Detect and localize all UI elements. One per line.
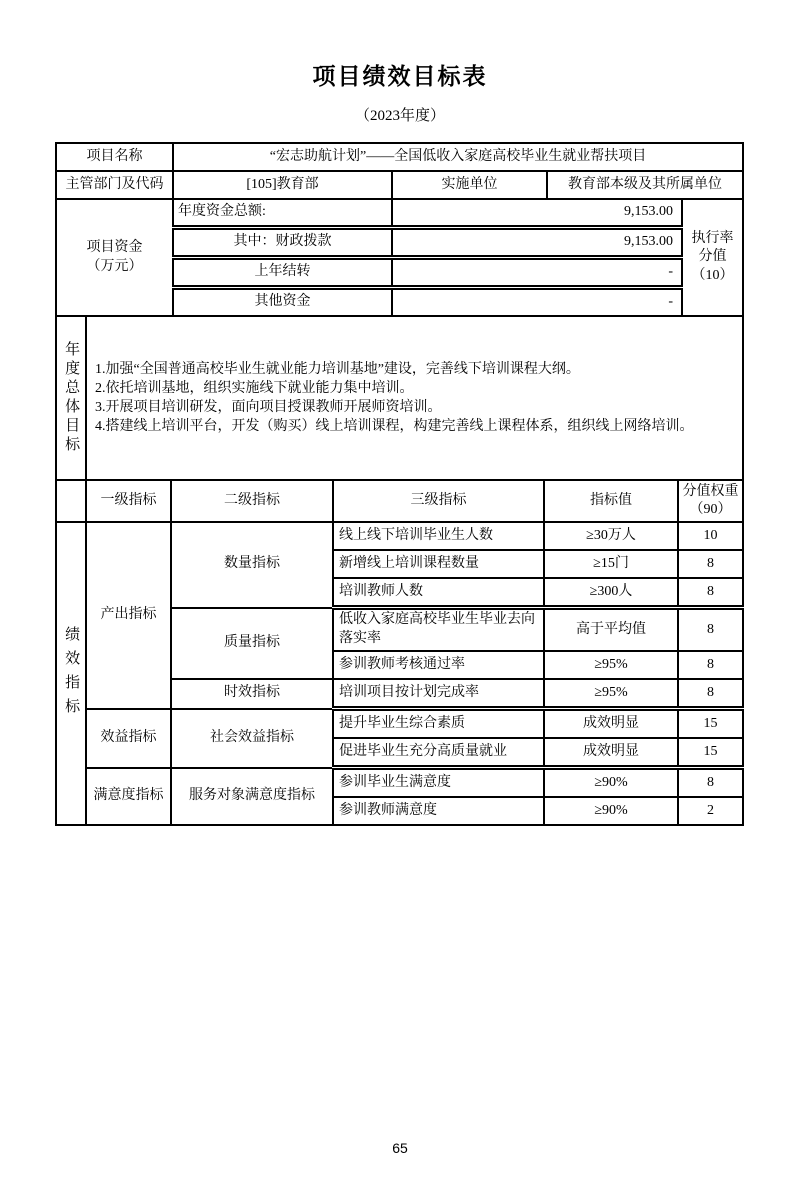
indicator-weight: 8 bbox=[678, 578, 743, 608]
annual-goal-label-cell bbox=[56, 316, 86, 480]
funds-fiscal-value: 9,153.00 bbox=[392, 228, 682, 258]
indicator-weight: 8 bbox=[678, 550, 743, 578]
level2-social-benefit: 社会效益指标 bbox=[171, 709, 333, 768]
indicators-corner-cell bbox=[56, 480, 86, 522]
indicator-name: 参训毕业生满意度 bbox=[333, 768, 544, 798]
indicator-target: 高于平均值 bbox=[544, 608, 678, 652]
indicator-name: 参训教师满意度 bbox=[333, 797, 544, 825]
indicator-name: 新增线上培训课程数量 bbox=[333, 550, 544, 578]
performance-side-label: 绩效指标 bbox=[63, 625, 80, 722]
indicators-header-row bbox=[56, 480, 743, 522]
indicator-weight: 15 bbox=[678, 709, 743, 739]
level2-service-satisfaction: 服务对象满意度指标 bbox=[171, 768, 333, 826]
annual-goal-label: 年度总体目标 bbox=[63, 341, 80, 455]
project-name-row bbox=[56, 143, 743, 171]
level1-satisfaction: 满意度指标 bbox=[86, 768, 171, 826]
indicator-target: ≥30万人 bbox=[544, 522, 678, 550]
indicator-weight: 8 bbox=[678, 679, 743, 709]
indicator-target: 成效明显 bbox=[544, 709, 678, 739]
header-level3: 三级指标 bbox=[333, 480, 544, 522]
project-name-value: “宏志助航计划”——全国低收入家庭高校毕业生就业帮扶项目 bbox=[173, 143, 743, 171]
indicator-name: 线上线下培训毕业生人数 bbox=[333, 522, 544, 550]
indicator-weight: 2 bbox=[678, 797, 743, 825]
project-name-label: 项目名称 bbox=[56, 143, 173, 171]
funds-group-label-line1: 项目资金 bbox=[86, 240, 143, 256]
execution-rate-score-line3: （10） bbox=[691, 267, 734, 283]
header-weight-line1: 分值权重 bbox=[682, 483, 739, 499]
level1-benefit: 效益指标 bbox=[86, 709, 171, 768]
funds-total-value: 9,153.00 bbox=[392, 199, 682, 228]
indicator-target: ≥90% bbox=[544, 797, 678, 825]
header-weight-line2: （90） bbox=[689, 502, 732, 517]
project-info-table bbox=[55, 142, 744, 317]
funds-other-value: - bbox=[392, 288, 682, 317]
indicator-target: 成效明显 bbox=[544, 738, 678, 768]
annual-goal-row bbox=[56, 316, 743, 480]
execution-rate-score-label bbox=[682, 199, 743, 316]
indicator-weight: 15 bbox=[678, 738, 743, 768]
indicator-name: 促进毕业生充分高质量就业 bbox=[333, 738, 544, 768]
indicator-name: 提升毕业生综合素质 bbox=[333, 709, 544, 739]
indicator-row bbox=[56, 522, 743, 550]
annual-goal-line: 2.依托培训基地，组织实施线下就业能力集中培训。 bbox=[95, 381, 414, 396]
level2-quality: 质量指标 bbox=[171, 608, 333, 680]
page-title: 项目绩效目标表 bbox=[312, 63, 488, 89]
indicator-name: 参训教师考核通过率 bbox=[333, 651, 544, 679]
level2-timeliness: 时效指标 bbox=[171, 679, 333, 709]
department-label: 主管部门及代码 bbox=[56, 171, 173, 199]
funds-group-label-line2: （万元） bbox=[86, 258, 143, 274]
annual-goal-line: 1.加强“全国普通高校毕业生就业能力培训基地”建设，完善线下培训课程大纲。 bbox=[95, 362, 580, 377]
indicator-name: 低收入家庭高校毕业生毕业去向落实率 bbox=[333, 608, 544, 652]
funds-carryover-value: - bbox=[392, 258, 682, 288]
header-target-value: 指标值 bbox=[544, 480, 678, 522]
header-weight bbox=[678, 480, 743, 522]
indicator-target: ≥95% bbox=[544, 679, 678, 709]
funds-fiscal-label: 其中：财政拨款 bbox=[173, 228, 392, 258]
indicator-weight: 10 bbox=[678, 522, 743, 550]
page-subtitle: （2023年度） bbox=[354, 108, 445, 124]
indicator-row bbox=[56, 768, 743, 798]
indicator-target: ≥300人 bbox=[544, 578, 678, 608]
funds-total-label: 年度资金总额: bbox=[173, 199, 392, 228]
execution-rate-score-line2: 分值 bbox=[698, 249, 727, 265]
indicator-row bbox=[56, 709, 743, 739]
indicators-table bbox=[55, 479, 744, 826]
indicator-name: 培训教师人数 bbox=[333, 578, 544, 608]
funds-group-label bbox=[56, 199, 173, 316]
level1-output: 产出指标 bbox=[86, 522, 171, 709]
indicator-weight: 8 bbox=[678, 768, 743, 798]
department-row bbox=[56, 171, 743, 199]
annual-goal-content bbox=[86, 316, 743, 480]
implementing-unit-value: 教育部本级及其所属单位 bbox=[547, 171, 743, 199]
indicator-weight: 8 bbox=[678, 608, 743, 652]
department-value: [105]教育部 bbox=[173, 171, 392, 199]
indicator-target: ≥15门 bbox=[544, 550, 678, 578]
performance-side-cell bbox=[56, 522, 86, 825]
execution-rate-score-line1: 执行率 bbox=[691, 231, 734, 247]
annual-goal-table bbox=[55, 315, 744, 481]
implementing-unit-label: 实施单位 bbox=[392, 171, 547, 199]
header-level1: 一级指标 bbox=[86, 480, 171, 522]
indicator-target: ≥95% bbox=[544, 651, 678, 679]
indicator-target: ≥90% bbox=[544, 768, 678, 798]
header-level2: 二级指标 bbox=[171, 480, 333, 522]
indicator-name: 培训项目按计划完成率 bbox=[333, 679, 544, 709]
annual-goal-line: 4.搭建线上培训平台，开发（购买）线上培训课程，构建完善线上课程体系，组织线上网络培训。 bbox=[95, 419, 694, 434]
funds-carryover-label: 上年结转 bbox=[173, 258, 392, 288]
indicator-weight: 8 bbox=[678, 651, 743, 679]
level2-quantity: 数量指标 bbox=[171, 522, 333, 608]
annual-goal-line: 3.开展项目培训研发，面向项目授课教师开展师资培训。 bbox=[95, 400, 442, 415]
funds-other-label: 其他资金 bbox=[173, 288, 392, 317]
funds-total-row bbox=[56, 199, 743, 228]
page-number: 65 bbox=[392, 1140, 408, 1156]
